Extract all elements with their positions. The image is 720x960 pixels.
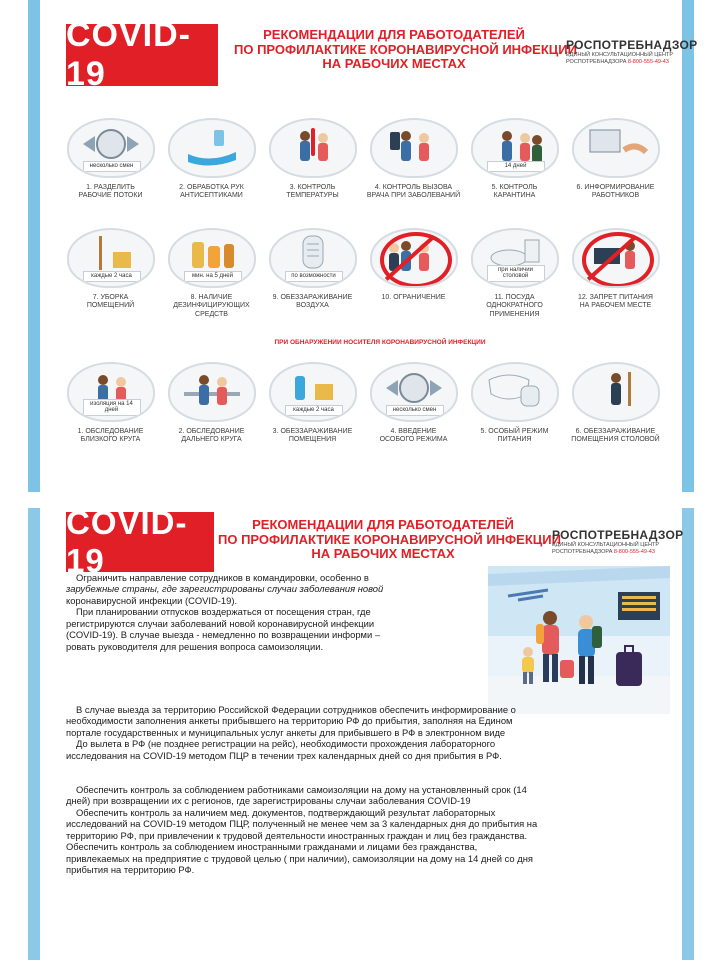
- disposable-dishes-icon: [471, 228, 559, 288]
- recommendation-label: 3. ОБЕЗЗАРАЖИВАНИЕ ПОМЕЩЕНИЯ: [272, 428, 353, 444]
- split-flows-icon: [67, 118, 155, 178]
- recommendation-label: 9. ОБЕЗЗАРАЖИВАНИЕ ВОЗДУХА: [272, 294, 353, 310]
- recommendations-row-2: [60, 228, 670, 319]
- recommendation-item: [60, 228, 161, 319]
- icon-caption: 14 дней: [487, 161, 545, 172]
- recommendation-item: [363, 228, 464, 319]
- recommendation-label: 5. ОСОБЫЙ РЕЖИМ ПИТАНИЯ: [480, 428, 549, 444]
- recommendations-row-1: [60, 118, 670, 201]
- airport-travelers-icon: [488, 566, 670, 714]
- no-gathering-icon: [370, 228, 458, 288]
- icon-caption: несколько смен: [386, 405, 444, 416]
- icon-caption: по возможности: [285, 271, 343, 282]
- poster-page-2: [0, 504, 720, 960]
- canteen-cleaning-icon: [572, 362, 660, 422]
- recommendations-row-3: [60, 362, 670, 445]
- disinfectant-icon: [168, 228, 256, 288]
- no-eating-icon: [572, 228, 660, 288]
- recommendation-label: 4. ВВЕДЕНИЕ ОСОБОГО РЕЖИМА: [379, 428, 448, 444]
- inform-workers-icon: [572, 118, 660, 178]
- no-gathering-icon-drawing: [372, 230, 456, 286]
- recommendation-label: 6. ИНФОРМИРОВАНИЕ РАБОТНИКОВ: [576, 184, 655, 200]
- paragraph-travel: Ограничить направление сотрудников в командировки, особенно в зарубежные страны, где зарегистрированы случаи заболевания новой коронавирусной инфекции (COVID-19). При планировании отпусков воздержаться от посещения стран, где регистрируются случаи заболеваний новой коронавирусной инфекции (COVID-19). В случае выезда - немедленно по возвращении информи – ровать руководителя для решения вопроса самоизоляции.: [66, 572, 384, 652]
- recommendation-label: 2. ОБСЛЕДОВАНИЕ ДАЛЬНЕГО КРУГА: [178, 428, 245, 444]
- left-border-strip: [28, 508, 40, 960]
- close-contacts-icon: [67, 362, 155, 422]
- paragraph-arrival: В случае выезда за территорию Российской Федерации сотрудников обеспечить информирование о необходимости заполнения анкеты прибывшего на территорию РФ до прибытия, заполняя на Едином портале государственных и муниципальных услуг анкеты для прибывшего в РФ в электронном виде До вылета в РФ (не позднее регистрации на рейс), необходимости прохождения лабораторного исследования на COVID-19 методом ПЦР в течении трех календарных дней со дня прибытия в РФ.: [66, 704, 516, 761]
- recommendation-item: [60, 118, 161, 201]
- recommendation-label: 6. ОБЕЗЗАРАЖИВАНИЕ ПОМЕЩЕНИЯ СТОЛОВОЙ: [571, 428, 660, 444]
- recommendation-label: 1. РАЗДЕЛИТЬ РАБОЧИЕ ПОТОКИ: [78, 184, 143, 200]
- doctor-call-icon: [370, 118, 458, 178]
- recommendation-label: 3. КОНТРОЛЬ ТЕМПЕРАТУРЫ: [286, 184, 339, 200]
- covid-badge: COVID-19: [66, 512, 214, 572]
- recommendation-item: [565, 362, 666, 445]
- poster-title: РЕКОМЕНДАЦИИ ДЛЯ РАБОТОДАТЕЛЕЙ ПО ПРОФИЛАКТИКЕ КОРОНАВИРУСНОЙ ИНФЕКЦИИ НА РАБОЧИХ МЕСТАХ: [218, 517, 561, 562]
- recommendation-item: [161, 228, 262, 319]
- hand-sanitizer-icon: [168, 118, 256, 178]
- distant-contacts-icon-drawing: [170, 364, 254, 420]
- icon-caption: каждые 2 часа: [83, 271, 141, 282]
- recommendation-item: [161, 362, 262, 445]
- recommendation-item: [464, 228, 565, 319]
- right-border-strip: [682, 0, 694, 492]
- recommendation-label: 10. ОГРАНИЧЕНИЕ: [381, 294, 446, 301]
- recommendation-item: [262, 228, 363, 319]
- recommendation-item: [161, 118, 262, 201]
- doctor-call-icon-drawing: [372, 120, 456, 176]
- thermometer-icon-drawing: [271, 120, 355, 176]
- recommendation-label: 12. ЗАПРЕТ ПИТАНИЯ НА РАБОЧЕМ МЕСТЕ: [577, 294, 653, 310]
- org-logo: РОСПОТРЕБНАДЗОР ЕДИНЫЙ КОНСУЛЬТАЦИОННЫЙ ЦЕНТР РОСПОТРЕБНАДЗОРА 8-800-555-49-43: [552, 528, 684, 556]
- org-logo: РОСПОТРЕБНАДЗОР ЕДИНЫЙ КОНСУЛЬТАЦИОННЫЙ ЦЕНТР РОСПОТРЕБНАДЗОРА 8-800-555-49-43: [566, 38, 698, 66]
- recommendation-item: [565, 118, 666, 201]
- left-border-strip: [28, 0, 40, 492]
- recommendation-item: [60, 362, 161, 445]
- recommendation-label: 2. ОБРАБОТКА РУК АНТИСЕПТИКАМИ: [179, 184, 244, 200]
- poster-title: РЕКОМЕНДАЦИИ ДЛЯ РАБОТОДАТЕЛЕЙ ПО ПРОФИЛАКТИКЕ КОРОНАВИРУСНОЙ ИНФЕКЦИИ НА РАБОЧИХ МЕСТАХ: [234, 27, 577, 72]
- recommendation-label: 11. ПОСУДА ОДНОКРАТНОГО ПРИМЕНЕНИЯ: [486, 294, 543, 318]
- right-border-strip: [682, 508, 694, 960]
- recommendation-label: 8. НАЛИЧИЕ ДЕЗИНФИЦИРУЮЩИХ СРЕДСТВ: [173, 294, 250, 318]
- inform-workers-icon-drawing: [574, 120, 658, 176]
- mask-gloves-icon: [471, 362, 559, 422]
- paragraph-self-isolation: Обеспечить контроль за соблюдением работниками самоизоляции на дому на установленный срок (14 дней) при возвращении их с регионов, где зарегистрированы случаи заболевания COVID-19 Обеспечить контроль за наличием мед. документов, подтверждающий результат лабораторных исследований на COVID-19 методом ПЦР, полученный не менее чем за 3 календарных дня до прибытия на территорию РФ, при привлечении к трудовой деятельности иностранных граждан и лиц без гражданства. Обеспечить контроль за соблюдением иностранными гражданами и лицами без гражданства, привлекаемых на предприятие с трудовой целью ( при наличии), самоизоляции на дому на 14 дней со дня прибытия на территорию РФ.: [66, 784, 538, 876]
- recommendation-label: 5. КОНТРОЛЬ КАРАНТИНА: [491, 184, 538, 200]
- recommendation-item: [565, 228, 666, 319]
- quarantine-icon: [471, 118, 559, 178]
- icon-caption: каждые 2 часа: [285, 405, 343, 416]
- icon-caption: мин. на 5 дней: [184, 271, 242, 282]
- icon-caption: изоляция на 14 дней: [83, 399, 141, 416]
- thermometer-icon: [269, 118, 357, 178]
- mop-bucket-icon: [67, 228, 155, 288]
- mask-gloves-icon-drawing: [473, 364, 557, 420]
- hand-sanitizer-icon-drawing: [170, 120, 254, 176]
- recommendation-item: [464, 362, 565, 445]
- canteen-cleaning-icon-drawing: [574, 364, 658, 420]
- special-mode-icon: [370, 362, 458, 422]
- section-title: ПРИ ОБНАРУЖЕНИИ НОСИТЕЛЯ КОРОНАВИРУСНОЙ ИНФЕКЦИИ: [274, 339, 486, 346]
- recommendation-item: [262, 118, 363, 201]
- air-purifier-icon: [269, 228, 357, 288]
- recommendation-item: [464, 118, 565, 201]
- distant-contacts-icon: [168, 362, 256, 422]
- room-disinfection-icon: [269, 362, 357, 422]
- icon-caption: при наличии столовой: [487, 265, 545, 282]
- covid-badge: COVID-19: [66, 24, 218, 86]
- recommendation-item: [363, 118, 464, 201]
- no-eating-icon-drawing: [574, 230, 658, 286]
- recommendation-label: 1. ОБСЛЕДОВАНИЕ БЛИЗКОГО КРУГА: [77, 428, 144, 444]
- recommendation-label: 4. КОНТРОЛЬ ВЫЗОВА ВРАЧА ПРИ ЗАБОЛЕВАНИЙ: [366, 184, 461, 200]
- recommendation-label: 7. УБОРКА ПОМЕЩЕНИЙ: [86, 294, 135, 310]
- recommendation-item: [262, 362, 363, 445]
- recommendation-item: [363, 362, 464, 445]
- icon-caption: несколько смен: [83, 161, 141, 172]
